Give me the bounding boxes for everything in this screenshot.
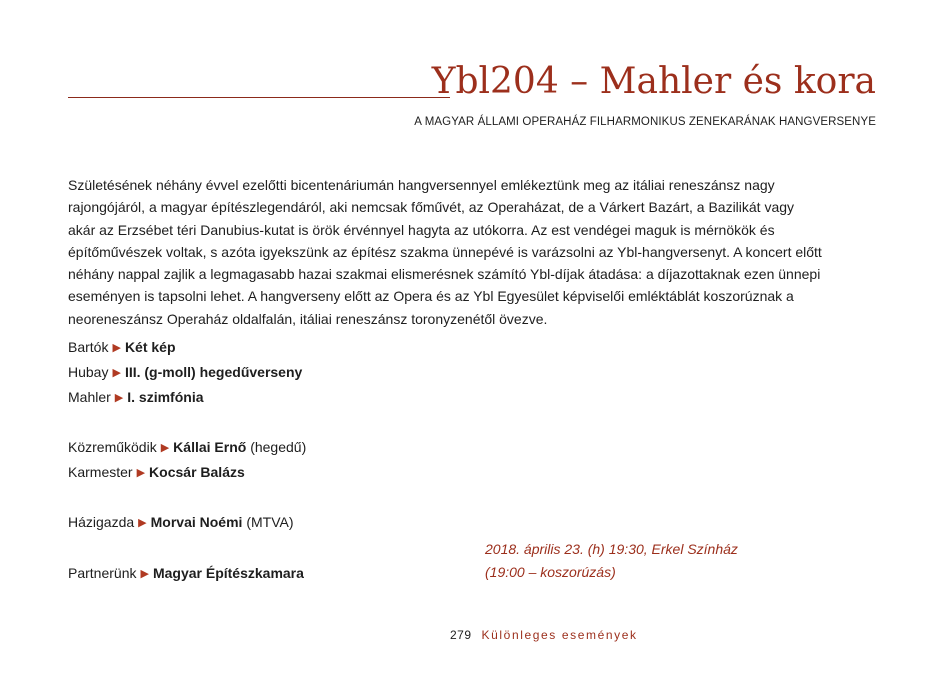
- arrow-right-icon: ▶: [160, 442, 170, 454]
- program-work: III. (g-moll) hegedűverseny: [124, 364, 303, 380]
- credit-conductor: [68, 462, 245, 484]
- credit-soloist: [68, 437, 306, 459]
- program-item-hubay: [68, 362, 302, 384]
- arrow-right-icon: ▶: [112, 342, 121, 354]
- event-date: 2018. április 23. (h) 19:30, Erkel Színház: [485, 541, 738, 557]
- credit-name: Magyar Építészkamara: [152, 565, 304, 581]
- paragraph-line: építőművészek voltak, s azóta igyekszünk az építész szakma ünnepévé is varázsolni az Ybl-hangversenyt. A koncert előtt: [68, 243, 822, 260]
- page-footer: [450, 626, 638, 644]
- event-time-note: (19:00 – koszorúzás): [485, 564, 616, 580]
- credit-name: Kocsár Balázs: [149, 464, 245, 480]
- section-name: Különleges események: [481, 628, 638, 642]
- arrow-right-icon: ▶: [138, 517, 147, 529]
- credit-role: Házigazda: [68, 514, 135, 530]
- program-work: Két kép: [124, 339, 176, 355]
- credit-partner: [68, 563, 304, 585]
- credit-host: [68, 512, 294, 534]
- credit-role: Karmester: [68, 464, 133, 480]
- credit-role: Közreműködik: [68, 439, 157, 455]
- program-work: I. szimfónia: [127, 389, 204, 405]
- paragraph-line: Születésének néhány évvel ezelőtti bicentenáriumán hangversennyel emlékeztünk meg az itáliai reneszánsz nagy: [68, 177, 775, 193]
- paragraph-line: neoreneszánsz Operaház oldalfalán, itáliai reneszánsz toronyzenétől övezve.: [68, 310, 548, 327]
- credit-name: Kállai Ernő: [173, 439, 247, 455]
- arrow-right-icon: ▶: [140, 568, 149, 580]
- title-rule: [68, 97, 450, 98]
- event-info: [485, 538, 738, 584]
- page-subtitle: A MAGYAR ÁLLAMI OPERAHÁZ FILHARMONIKUS ZENEKARÁNAK HANGVERSENYE: [414, 116, 876, 128]
- credit-name: Morvai Noémi: [150, 514, 243, 530]
- intro-paragraph: [68, 174, 876, 330]
- paragraph-line: rajongójáról, a magyar építészlegendáról, aki nemcsak főművét, az Operaházat, de a Várkert Bazárt, a Bazilikát vagy: [68, 199, 795, 216]
- program-composer: Bartók: [68, 339, 109, 355]
- page-title: Ybl204 – Mahler és kora: [431, 61, 876, 102]
- arrow-right-icon: ▶: [112, 367, 121, 379]
- credit-note: (MTVA): [242, 514, 294, 530]
- program-item-bartok: [68, 337, 176, 359]
- program-composer: Hubay: [68, 364, 109, 380]
- page-number: 279: [450, 628, 472, 642]
- arrow-right-icon: ▶: [136, 467, 146, 479]
- program-composer: Mahler: [68, 389, 111, 405]
- program-item-mahler: [68, 387, 204, 409]
- credit-note: (hegedű): [246, 439, 307, 455]
- paragraph-line: akár az Erzsébet téri Danubius-kutat is örök érvénnyel hagyta az utókorra. Az est vendégei maguk is mérnökök és: [68, 221, 775, 238]
- paragraph-line: néhány nappal zajlik a legmagasabb hazai szakmai elismerésnek számító Ybl-díjak átadása: a díjazottaknak ezen ünnepi: [68, 266, 821, 283]
- credit-role: Partnerünk: [68, 565, 137, 581]
- arrow-right-icon: ▶: [114, 392, 124, 404]
- paragraph-line: eseményen is tapsolni lehet. A hangverseny előtt az Opera és az Ybl Egyesület képviselői emléktáblát koszorúznak a: [68, 288, 794, 305]
